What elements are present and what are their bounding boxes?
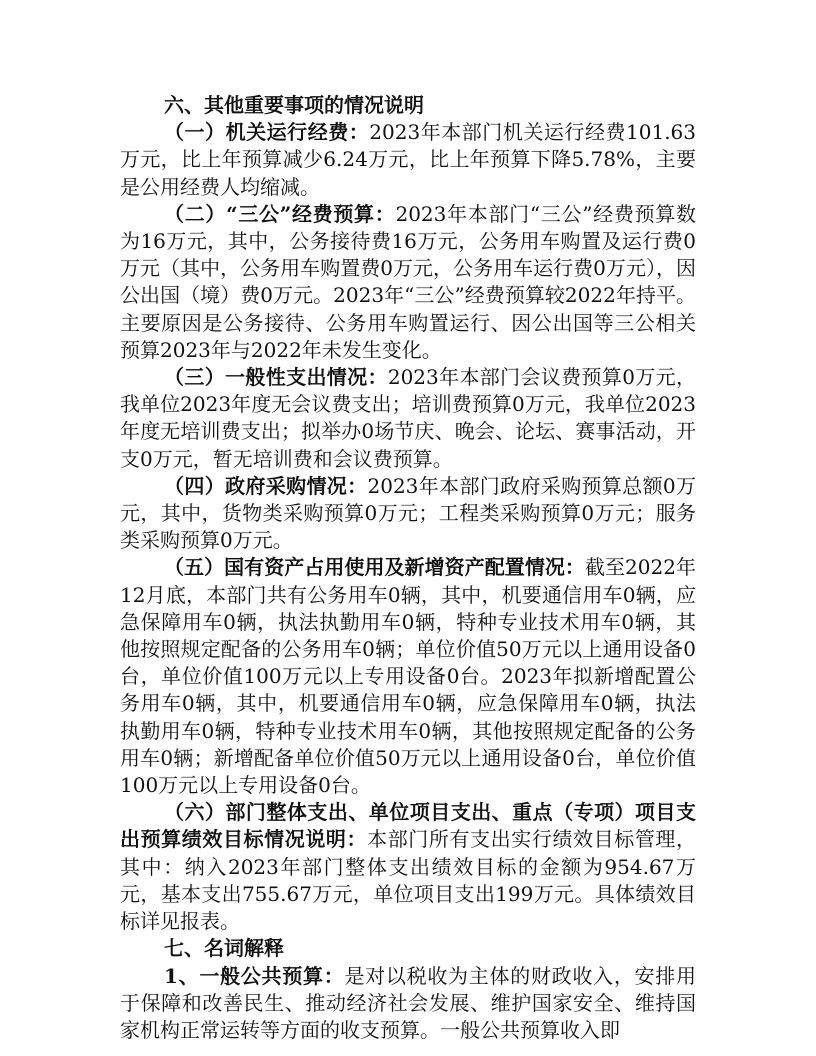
paragraph-text: 2023年本部门会议费预算0万元，我单位2023年度无会议费支出；培训费预算0万元，我单位2023年度无培训费支出；拟举办0场节庆、晚会、论坛、赛事活动，开支0万元，暂无培训费和会议费预算。	[120, 365, 697, 471]
paragraph-text: 2023年本部门政府采购预算总额0万元，其中，货物类采购预算0万元；工程类采购预算0万元；服务类采购预算0万元。	[120, 473, 697, 553]
paragraph-general-public-budget	[120, 963, 696, 1045]
paragraph-text: 2023年本部门机关运行经费101.63万元，比上年预算减少6.24万元，比上年预算下降5.78%，主要是公用经费人均缩减。	[120, 120, 696, 199]
paragraph-three-public-expenses	[120, 201, 696, 364]
paragraph-text: 本部门所有支出实行绩效目标管理，其中：纳入2023年部门整体支出绩效目标的金额为954.67万元，基本支出755.67万元，单位项目支出199万元。具体绩效目标详见报表。	[120, 827, 697, 934]
paragraph-lead: 1、一般公共预算：	[164, 963, 345, 988]
paragraph-lead: （一）机关运行经费：	[164, 120, 370, 145]
paragraph-state-assets	[120, 554, 696, 799]
paragraph-lead: （六）部门整体支出、单位项目支出、重点（专项）项目支出预算绩效目标情况说明：	[120, 800, 696, 852]
section-heading: 六、其他重要事项的情况说明	[164, 93, 424, 117]
paragraph-government-procurement	[120, 473, 696, 555]
paragraph-lead: （二）“三公”经费预算：	[164, 201, 396, 226]
paragraph-general-expenditure	[120, 364, 696, 473]
paragraph-text: 2023年本部门“三公”经费预算数为16万元，其中，公务接待费16万元，公务用车购置及运行费0万元（其中，公务用车购置费0万元，公务用车运行费0万元），因公出国（境）费0万元。2023年“三公”经费预算较2022年持平。主要原因是公务接待、公务用车购置运行、因公出国等三公相关预算2023年与2022年未发生变化。	[120, 201, 696, 362]
section-heading: 七、名词解释	[164, 936, 284, 961]
paragraph-text: 是对以税收为主体的财政收入，安排用于保障和改善民生、推动经济社会发展、维护国家安全、维持国家机构正常运转等方面的收支预算。一般公共预算收入即	[120, 963, 697, 1042]
paragraph-text: 截至2022年12月底，本部门共有公务用车0辆，其中，机要通信用车0辆，应急保障用车0辆，执法执勤用车0辆，特种专业技术用车0辆，其他按照规定配备的公务用车0辆；单位价值50万元以上通用设备0台，单位价值100万元以上专用设备0台。2023年拟新增配置公务用车0辆，其中，机要通信用车0辆，应急保障用车0辆，执法执勤用车0辆，特种专业技术用车0辆，其他按照规定配备的公务用车0辆；新增配备单位价值50万元以上通用设备0台，单位价值100万元以上专用设备0台。	[120, 555, 697, 798]
paragraph-lead: （三）一般性支出情况：	[164, 365, 388, 390]
paragraph-lead: （五）国有资产占用使用及新增资产配置情况：	[164, 555, 585, 580]
paragraph-performance-targets	[120, 799, 696, 935]
paragraph-lead: （四）政府采购情况：	[164, 473, 368, 498]
paragraph-admin-operating-expenses	[120, 119, 696, 201]
document-page	[120, 92, 696, 1044]
